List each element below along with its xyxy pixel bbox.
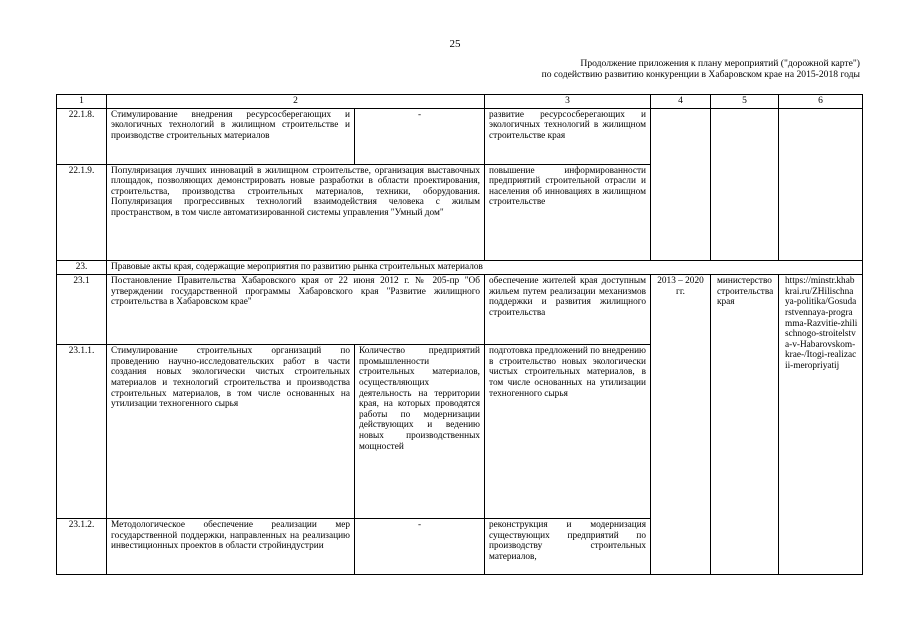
expected-result: развитие ресурсосберегающих и экологичных технологий в жилищном строительстве края xyxy=(485,108,651,164)
expected-result: реконструкция и модернизация существующих предприятий по производству строительных материалов, xyxy=(485,519,651,575)
header-col-3: 3 xyxy=(485,95,651,109)
row-number: 23.1.1. xyxy=(57,345,107,519)
table-row xyxy=(57,260,863,275)
executor: министерство строительства края xyxy=(711,275,779,575)
header-col-6: 6 xyxy=(779,95,863,109)
row-number: 23. xyxy=(57,260,107,275)
measure-name: Постановление Правительства Хабаровского края от 22 июня 2012 г. № 205-пр "Об утверждении государственной программы Хабаровского края "Развитие жилищного строительства в Хабаровском крае" xyxy=(107,275,485,345)
header-col-2: 2 xyxy=(107,95,485,109)
expected-result: подготовка предложений по внедрению в строительство новых экологически чистых строительных материалов, в том числе основанных на утилизации техногенного сырья xyxy=(485,345,651,519)
link-cell xyxy=(779,108,863,260)
measure-name: Методологическое обеспечение реализации мер государственной поддержки, направленных на реализацию инвестиционных проектов в области стройиндустрии xyxy=(107,519,355,575)
section-title: Правовые акты края, содержащие мероприятия по развитию рынка строительных материалов xyxy=(107,260,863,275)
header-col-4: 4 xyxy=(651,95,711,109)
table-row xyxy=(57,275,863,345)
row-number: 22.1.9. xyxy=(57,164,107,260)
page-number: 25 xyxy=(449,38,461,50)
measure-name: Стимулирование внедрения ресурсосберегающих и экологичных технологий в жилищном строительстве и производстве строительных материалов xyxy=(107,108,355,164)
header-col-1: 1 xyxy=(57,95,107,109)
indicator: Количество предприятий промышленности строительных материалов, осуществляющих деятельность на территории края, на которых проводятся работы по модернизации действующих и ведению новых производственных мощностей xyxy=(355,345,485,519)
indicator: - xyxy=(355,108,485,164)
measure-name: Популяризация лучших инноваций в жилищном строительстве, организация выставочных площадок, позволяющих демонстрировать новые разработки в области проектирования, строительства, производства строительных материалов, техники, оборудования. Популяризация прогрессивных технологий взаимодействия человека с жилым пространством, в том числе автоматизированной системы управления "Умный дом" xyxy=(107,164,485,260)
header-row xyxy=(57,95,863,109)
indicator: - xyxy=(355,519,485,575)
expected-result: повышение информированности предприятий строительной отрасли и населения об инновациях в жилищном строительстве xyxy=(485,164,651,260)
period: 2013 – 2020 гг. xyxy=(651,275,711,575)
document-heading xyxy=(380,58,860,80)
header-col-5: 5 xyxy=(711,95,779,109)
expected-result: обеспечение жителей края доступным жильем путем реализации механизмов поддержки и развития жилищного строительства xyxy=(485,275,651,345)
measure-name: Стимулирование строительных организаций по проведению научно-исследовательских работ в части создания новых экологически чистых строительных материалов и технологий строительства и производства строительных материалов, в том числе основанных на утилизации техногенного сырья xyxy=(107,345,355,519)
period-cell xyxy=(651,108,711,260)
table-row xyxy=(57,108,863,164)
executor-cell xyxy=(711,108,779,260)
heading-line-1: Продолжение приложения к плану мероприятий ("дорожной карте") xyxy=(580,58,860,69)
heading-line-2: по содействию развитию конкуренции в Хабаровском крае на 2015-2018 годы xyxy=(541,69,860,80)
measures-table xyxy=(56,94,863,575)
row-number: 23.1 xyxy=(57,275,107,345)
source-link[interactable]: https://minstr.khabkrai.ru/ZHilischnaya-politika/Gosudarstvennaya-programma-Razvitie-zhilischnogo-stroitelstva-v-Habarovskom-krae-/Itogi-realizacii-meropriyatij xyxy=(779,275,863,575)
row-number: 23.1.2. xyxy=(57,519,107,575)
row-number: 22.1.8. xyxy=(57,108,107,164)
